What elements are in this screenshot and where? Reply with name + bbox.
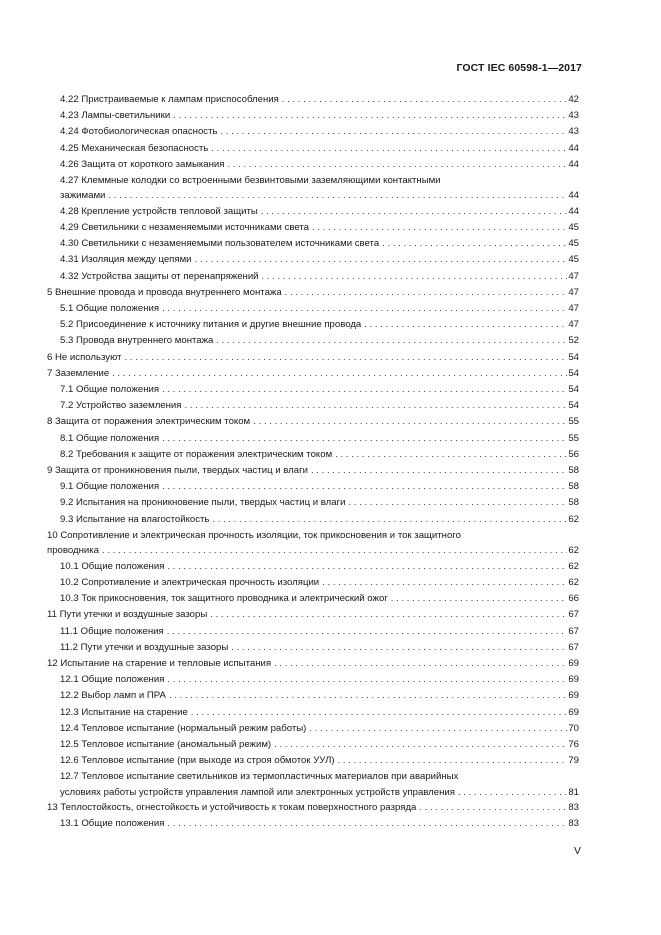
dot-leader xyxy=(195,252,568,268)
toc-entry-title: 9.2 Испытания на проникновение пыли, твердых частиц и влаги xyxy=(60,497,346,509)
toc-entry-title: 7.1 Общие положения xyxy=(60,384,160,396)
toc-entry-title: 12.1 Общие положения xyxy=(60,674,165,686)
dot-leader xyxy=(124,350,567,366)
toc-entry[interactable] xyxy=(47,672,579,688)
toc-entry-page: 43 xyxy=(568,110,579,122)
toc-entry[interactable] xyxy=(47,350,579,366)
toc-entry[interactable] xyxy=(47,705,579,721)
dot-leader xyxy=(162,382,567,398)
toc-entry-title: 10 Сопротивление и электрическая прочность изоляции, ток прикосновения и ток защитного xyxy=(47,529,461,541)
dot-leader xyxy=(216,333,567,349)
toc-entry-page: 55 xyxy=(568,432,579,444)
toc-entry[interactable] xyxy=(47,220,579,236)
toc-entry-title: 4.30 Светильники с незаменяемыми пользователем источниками света xyxy=(60,238,380,250)
toc-entry-page: 83 xyxy=(568,802,579,814)
toc-entry[interactable] xyxy=(47,204,579,220)
toc-entry[interactable] xyxy=(47,688,579,704)
toc-entry-page: 58 xyxy=(568,465,579,477)
toc-entry-title: 4.27 Клеммные колодки со встроенными безвинтовыми заземляющими контактными xyxy=(60,175,441,187)
toc-entry-title: 4.26 Защита от короткого замыкания xyxy=(60,158,225,170)
toc-entry-title: 4.22 Пристраиваемые к лампам приспособления xyxy=(60,94,279,105)
toc-entry[interactable] xyxy=(47,559,579,575)
toc-entry-title: 13.1 Общие положения xyxy=(60,818,165,830)
toc-entry-page: 44 xyxy=(568,158,579,170)
toc-entry[interactable] xyxy=(47,447,579,463)
toc-entry[interactable] xyxy=(47,753,579,769)
toc-entry-title: 6 Не используют xyxy=(47,351,122,363)
toc-entry[interactable] xyxy=(47,624,579,640)
toc-entry-page: 62 xyxy=(568,545,579,557)
toc-entry-title: 7.2 Устройство заземления xyxy=(60,400,182,412)
toc-entry-title: 11.2 Пути утечки и воздушные зазоры xyxy=(60,641,229,653)
toc-entry-page: 52 xyxy=(568,335,579,347)
toc-entry-page: 62 xyxy=(568,560,579,572)
toc-entry-title: 4.25 Механическая безопасность xyxy=(60,142,209,154)
dot-leader xyxy=(220,124,567,140)
toc-entry[interactable] xyxy=(47,591,579,607)
toc-entry[interactable] xyxy=(47,463,579,479)
toc-entry-page: 69 xyxy=(568,690,579,702)
page-number: V xyxy=(573,845,581,857)
dot-leader xyxy=(211,141,567,157)
toc-entry[interactable] xyxy=(47,317,579,333)
toc-entry-page: 43 xyxy=(568,126,579,138)
toc-entry-title: 5.1 Общие положения xyxy=(60,303,160,315)
toc-entry-page: 70 xyxy=(568,722,579,734)
toc-entry-page: 54 xyxy=(568,351,579,363)
dot-leader xyxy=(231,640,567,656)
dot-leader xyxy=(167,559,567,575)
dot-leader xyxy=(191,705,568,721)
toc-entry[interactable] xyxy=(47,528,579,559)
toc-entry-page: 69 xyxy=(568,657,579,669)
dot-leader xyxy=(108,188,567,203)
toc-entry[interactable] xyxy=(47,382,579,398)
toc-entry-title: 8 Защита от поражения электрическим током xyxy=(47,416,251,428)
dot-leader xyxy=(311,463,567,479)
dot-leader xyxy=(364,317,567,333)
toc-entry[interactable] xyxy=(47,607,579,623)
dot-leader xyxy=(391,591,568,607)
toc-entry-page: 81 xyxy=(568,786,579,798)
toc-entry-page: 44 xyxy=(568,190,579,202)
toc-entry[interactable] xyxy=(47,398,579,414)
toc-entry-page: 55 xyxy=(568,416,579,428)
toc-entry[interactable] xyxy=(47,479,579,495)
dot-leader xyxy=(162,431,567,447)
toc-entry-title-continued: зажимами xyxy=(60,190,106,202)
toc-entry-page: 45 xyxy=(568,254,579,266)
dot-leader xyxy=(262,269,568,285)
toc-entry-page: 54 xyxy=(568,384,579,396)
table-of-contents xyxy=(47,92,579,833)
toc-entry-title: 12.7 Тепловое испытание светильников из термопластичных материалов при аварийных xyxy=(60,771,459,783)
toc-entry-page: 47 xyxy=(568,319,579,331)
toc-entry-page: 47 xyxy=(568,286,579,298)
dot-leader xyxy=(210,607,567,623)
toc-entry-page: 79 xyxy=(568,755,579,767)
toc-entry[interactable] xyxy=(47,512,579,528)
toc-entry-title: 4.23 Лампы-светильники xyxy=(60,110,171,122)
toc-entry-title: 4.29 Светильники с незаменяемыми источниками света xyxy=(60,222,310,234)
toc-entry-page: 76 xyxy=(568,738,579,750)
toc-entry-title: 9 Защита от проникновения пыли, твердых частиц и влаги xyxy=(47,465,308,477)
document-header: ГОСТ IEC 60598-1—2017 xyxy=(456,62,582,74)
toc-entry[interactable] xyxy=(47,301,579,317)
toc-entry[interactable] xyxy=(47,141,579,157)
toc-entry-title: 12.3 Испытание на старение xyxy=(60,706,188,718)
dot-leader xyxy=(167,816,567,832)
toc-entry-page: 47 xyxy=(568,270,579,282)
toc-entry[interactable] xyxy=(47,575,579,591)
toc-entry-page: 47 xyxy=(568,303,579,315)
dot-leader xyxy=(253,414,567,430)
toc-entry[interactable] xyxy=(47,414,579,430)
toc-entry-title: 12.5 Тепловое испытание (аномальный режим) xyxy=(60,738,272,750)
toc-entry-page: 56 xyxy=(568,448,579,460)
toc-entry[interactable] xyxy=(47,721,579,737)
dot-leader xyxy=(274,737,567,753)
dot-leader xyxy=(322,575,567,591)
toc-entry[interactable] xyxy=(47,157,579,173)
toc-entry-page: 62 xyxy=(568,513,579,525)
toc-entry[interactable] xyxy=(47,269,579,285)
toc-entry-page: 58 xyxy=(568,497,579,509)
toc-entry[interactable] xyxy=(47,816,579,832)
dot-leader xyxy=(335,447,567,463)
toc-entry[interactable] xyxy=(47,737,579,753)
dot-leader xyxy=(102,543,567,558)
toc-entry[interactable] xyxy=(47,124,579,140)
toc-entry-title: 13 Теплостойкость, огнестойкость и устойчивость к токам поверхностного разряда xyxy=(47,802,417,814)
toc-entry[interactable] xyxy=(47,495,579,511)
toc-entry-title: 9.1 Общие положения xyxy=(60,481,160,493)
dot-leader xyxy=(112,366,567,382)
dot-leader xyxy=(458,785,567,800)
toc-entry-page: 45 xyxy=(568,238,579,250)
dot-leader xyxy=(162,301,567,317)
toc-entry-title: 12 Испытание на старение и тепловые испытания xyxy=(47,657,272,669)
dot-leader xyxy=(212,512,567,528)
toc-entry[interactable] xyxy=(47,640,579,656)
toc-entry-title: 10.1 Общие положения xyxy=(60,560,165,572)
toc-entry-title-continued: условиях работы устройств управления лампой или электронных устройств управления xyxy=(60,786,455,798)
toc-entry[interactable] xyxy=(47,92,579,108)
toc-entry-title: 5.2 Присоединение к источнику питания и другие внешние провода xyxy=(60,319,362,331)
toc-entry-title: 10.2 Сопротивление и электрическая прочность изоляции xyxy=(60,576,320,588)
toc-entry-page: 67 xyxy=(568,625,579,637)
toc-entry-title: 8.1 Общие положения xyxy=(60,432,160,444)
toc-entry-title: 12.4 Тепловое испытание (нормальный режим работы) xyxy=(60,722,307,734)
dot-leader xyxy=(169,688,567,704)
dot-leader xyxy=(185,398,568,414)
toc-entry-page: 58 xyxy=(568,481,579,493)
dot-leader xyxy=(338,753,568,769)
dot-leader xyxy=(167,672,567,688)
toc-entry-page: 42 xyxy=(568,94,579,105)
toc-entry-title: 10.3 Ток прикосновения, ток защитного проводника и электрический ожог xyxy=(60,593,388,605)
toc-entry-title: 4.31 Изоляция между цепями xyxy=(60,254,192,266)
toc-entry-page: 54 xyxy=(568,400,579,412)
toc-entry[interactable] xyxy=(47,285,579,301)
dot-leader xyxy=(419,800,567,816)
toc-entry-title: 11.1 Общие положения xyxy=(60,625,164,637)
toc-entry[interactable] xyxy=(47,333,579,349)
dot-leader xyxy=(167,624,568,640)
dot-leader xyxy=(348,495,567,511)
toc-entry[interactable] xyxy=(47,656,579,672)
dot-leader xyxy=(382,236,567,252)
dot-leader xyxy=(309,721,567,737)
toc-entry-title: 4.32 Устройства защиты от перенапряжений xyxy=(60,270,259,282)
toc-entry-title: 5.3 Провода внутреннего монтажа xyxy=(60,335,214,347)
toc-entry-title: 7 Заземление xyxy=(47,367,110,379)
toc-entry[interactable] xyxy=(47,108,579,124)
toc-entry-title: 5 Внешние провода и провода внутреннего монтажа xyxy=(47,286,282,298)
toc-entry-page: 44 xyxy=(568,205,579,217)
toc-entry-title: 12.2 Выбор ламп и ПРА xyxy=(60,690,166,702)
toc-entry-title: 12.6 Тепловое испытание (при выходе из строя обмоток УУЛ) xyxy=(60,755,335,767)
dot-leader xyxy=(285,285,568,301)
toc-entry[interactable] xyxy=(47,366,579,382)
dot-leader xyxy=(282,92,568,108)
toc-entry-page: 62 xyxy=(568,576,579,588)
toc-entry-page: 83 xyxy=(568,818,579,830)
dot-leader xyxy=(162,479,567,495)
toc-entry-page: 69 xyxy=(568,674,579,686)
toc-entry[interactable] xyxy=(47,252,579,268)
toc-entry[interactable] xyxy=(47,769,579,800)
toc-entry-page: 67 xyxy=(568,641,579,653)
toc-entry-title: 9.3 Испытание на влагостойкость xyxy=(60,513,210,525)
dot-leader xyxy=(312,220,567,236)
toc-entry-page: 66 xyxy=(568,593,579,605)
toc-entry-page: 54 xyxy=(568,367,579,379)
dot-leader xyxy=(227,157,567,173)
toc-entry-page: 67 xyxy=(568,609,579,621)
toc-entry[interactable] xyxy=(47,431,579,447)
toc-entry[interactable] xyxy=(47,173,579,204)
toc-entry-title: 4.24 Фотобиологическая опасность xyxy=(60,126,218,138)
toc-entry-page: 45 xyxy=(568,222,579,234)
toc-entry-page: 69 xyxy=(568,706,579,718)
dot-leader xyxy=(173,108,567,124)
toc-entry-page: 44 xyxy=(568,142,579,154)
toc-entry-title-continued: проводника xyxy=(47,545,99,557)
dot-leader xyxy=(261,204,568,220)
toc-entry[interactable] xyxy=(47,800,579,816)
toc-entry-title: 11 Пути утечки и воздушные зазоры xyxy=(47,609,208,621)
toc-entry-title: 8.2 Требования к защите от поражения электрическим током xyxy=(60,448,333,460)
toc-entry[interactable] xyxy=(47,236,579,252)
toc-entry-title: 4.28 Крепление устройств тепловой защиты xyxy=(60,205,258,217)
dot-leader xyxy=(274,656,567,672)
